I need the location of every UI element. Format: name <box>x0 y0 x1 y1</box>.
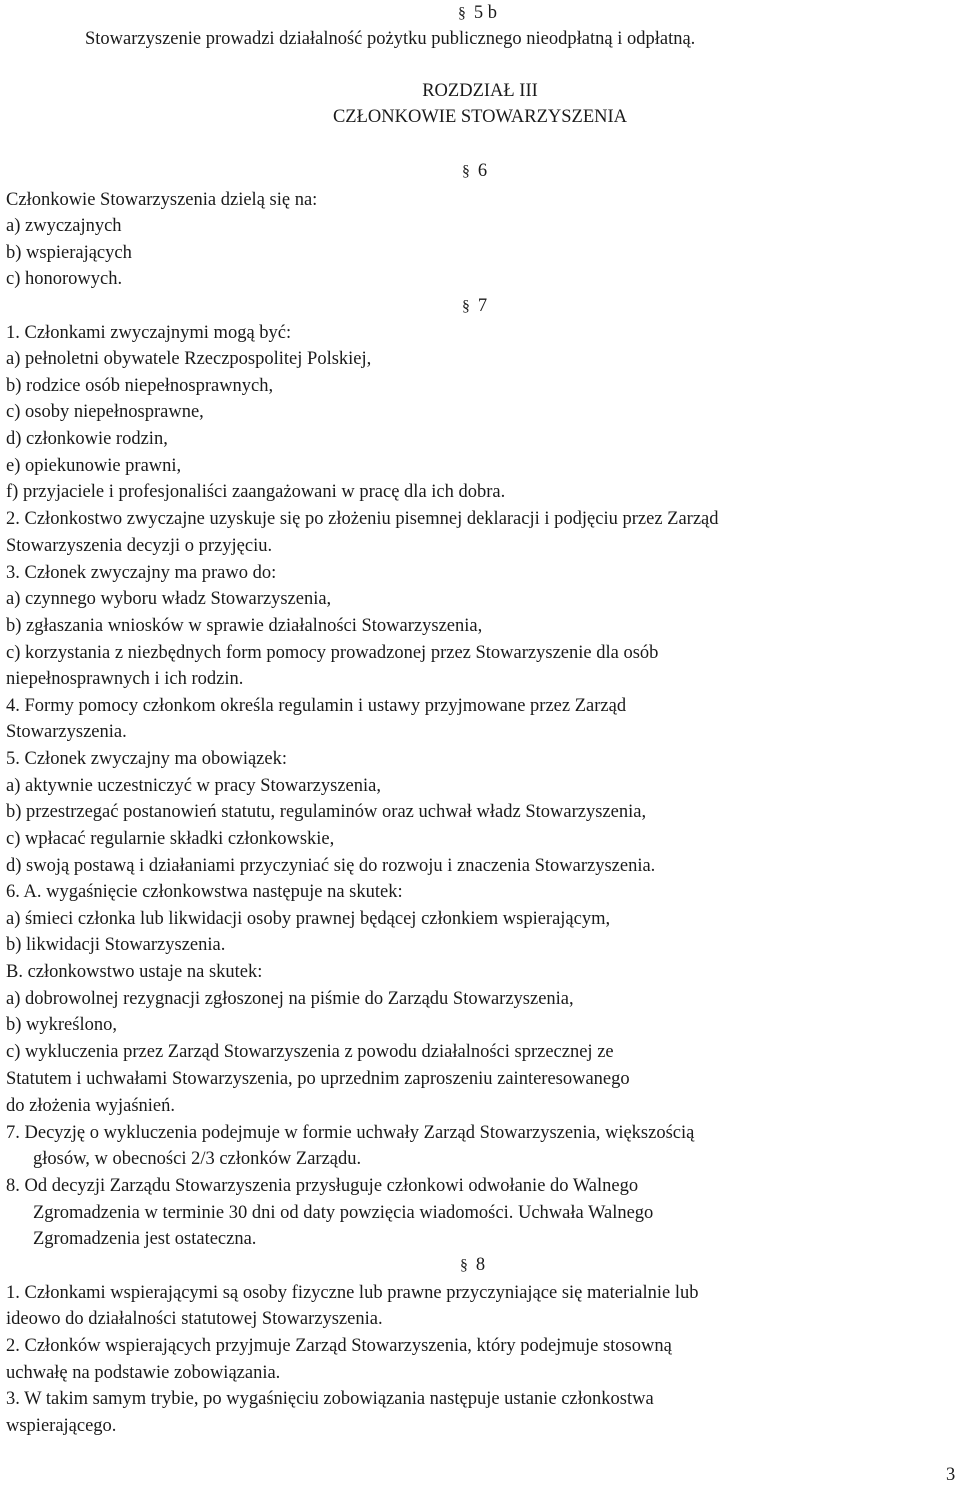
text-line: c) korzystania z niezbędnych form pomocy prowadzonej przez Stowarzyszenie dla osób <box>6 643 659 663</box>
paragraph-6-heading <box>462 162 487 181</box>
paragraph-7-heading <box>462 297 487 316</box>
text-line: 2. Członkostwo zwyczajne uzyskuje się po złożeniu pisemnej deklaracji i podjęciu przez Zarząd <box>6 509 719 529</box>
text-line: 3. W takim samym trybie, po wygaśnięciu zobowiązania następuje ustanie członkostwa <box>6 1389 654 1409</box>
text-line: niepełnosprawnych i ich rodzin. <box>6 669 244 689</box>
text-line: 4. Formy pomocy członkom określa regulamin i ustawy przyjmowane przez Zarząd <box>6 696 627 716</box>
text-line: głosów, w obecności 2/3 członków Zarządu. <box>33 1149 362 1169</box>
text-line: b) wspierających <box>6 243 132 263</box>
text-line: b) zgłaszania wniosków w sprawie działalności Stowarzyszenia, <box>6 616 483 636</box>
chapter-number: ROZDZIAŁ III <box>422 81 538 101</box>
text-line: a) dobrowolnej rezygnacji zgłoszonej na piśmie do Zarządu Stowarzyszenia, <box>6 989 574 1009</box>
text-line: 2. Członków wspierających przyjmuje Zarząd Stowarzyszenia, który podejmuje stosowną <box>6 1336 672 1356</box>
paragraph-number: 7 <box>477 296 488 316</box>
text-line: c) honorowych. <box>6 269 123 289</box>
text-line: Zgromadzenia jest ostateczna. <box>33 1229 257 1249</box>
text-line: Stowarzyszenia. <box>6 722 127 742</box>
section-sign: § <box>462 163 470 180</box>
text-line: f) przyjaciele i profesjonaliści zaangażowani w pracę dla ich dobra. <box>6 482 506 502</box>
text-line: 1. Członkami zwyczajnymi mogą być: <box>6 323 292 343</box>
text-line: b) rodzice osób niepełnosprawnych, <box>6 376 274 396</box>
paragraph-number: 8 <box>475 1255 486 1275</box>
text-line: 8. Od decyzji Zarządu Stowarzyszenia przysługuje członkowi odwołanie do Walnego <box>6 1176 639 1196</box>
text-line: ideowo do działalności statutowej Stowarzyszenia. <box>6 1309 383 1329</box>
text-line: Statutem i uchwałami Stowarzyszenia, po uprzednim zaproszeniu zainteresowanego <box>6 1069 630 1089</box>
page-number: 3 <box>946 1465 956 1485</box>
text-line: 1. Członkami wspierającymi są osoby fizyczne lub prawne przyczyniające się materialnie lub <box>6 1283 699 1303</box>
section-sign: § <box>462 298 470 315</box>
text-line: d) członkowie rodzin, <box>6 429 168 449</box>
text-line: 6. A. wygaśnięcie członkowstwa następuje na skutek: <box>6 882 403 902</box>
text-line: Członkowie Stowarzyszenia dzielą się na: <box>6 190 318 210</box>
text-line: d) swoją postawą i działaniami przyczyniać się do rozwoju i znaczenia Stowarzyszenia. <box>6 856 656 876</box>
text-line: Stowarzyszenia decyzji o przyjęciu. <box>6 536 273 556</box>
text-line: wspierającego. <box>6 1416 117 1436</box>
text-line: a) zwyczajnych <box>6 216 122 236</box>
text-line: 5. Członek zwyczajny ma obowiązek: <box>6 749 287 769</box>
chapter-title: CZŁONKOWIE STOWARZYSZENIA <box>332 107 628 127</box>
text-line: a) aktywnie uczestniczyć w pracy Stowarzyszenia, <box>6 776 381 796</box>
paragraph-8-heading <box>460 1256 485 1275</box>
text-line: a) czynnego wyboru władz Stowarzyszenia, <box>6 589 332 609</box>
section-sign: § <box>458 5 466 22</box>
text-line: uchwałę na podstawie zobowiązania. <box>6 1363 281 1383</box>
text-line: c) wykluczenia przez Zarząd Stowarzyszenia z powodu działalności sprzecznej ze <box>6 1042 614 1062</box>
paragraph-number: 5 b <box>473 3 497 23</box>
text-line: a) śmieci członka lub likwidacji osoby prawnej będącej członkiem wspierającym, <box>6 909 611 929</box>
text-line: Zgromadzenia w terminie 30 dni od daty powzięcia wiadomości. Uchwała Walnego <box>33 1203 654 1223</box>
paragraph-5b-heading <box>458 4 497 23</box>
text-line: B. członkowstwo ustaje na skutek: <box>6 962 263 982</box>
text-line: a) pełnoletni obywatele Rzeczpospolitej Polskiej, <box>6 349 372 369</box>
text-line: b) przestrzegać postanowień statutu, regulaminów oraz uchwał władz Stowarzyszenia, <box>6 802 647 822</box>
text-line: 7. Decyzję o wykluczenia podejmuje w formie uchwały Zarząd Stowarzyszenia, większością <box>6 1123 695 1143</box>
text-line: b) wykreślono, <box>6 1015 117 1035</box>
section-sign: § <box>460 1257 468 1274</box>
text-line: c) osoby niepełnosprawne, <box>6 402 204 422</box>
text-line: do złożenia wyjaśnień. <box>6 1096 176 1116</box>
text-line: 3. Członek zwyczajny ma prawo do: <box>6 563 277 583</box>
paragraph-number: 6 <box>477 161 488 181</box>
text-line: b) likwidacji Stowarzyszenia. <box>6 935 226 955</box>
paragraph-5b-text: Stowarzyszenie prowadzi działalność pożytku publicznego nieodpłatną i odpłatną. <box>85 29 696 49</box>
text-line: e) opiekunowie prawni, <box>6 456 182 476</box>
text-line: c) wpłacać regularnie składki członkowskie, <box>6 829 335 849</box>
